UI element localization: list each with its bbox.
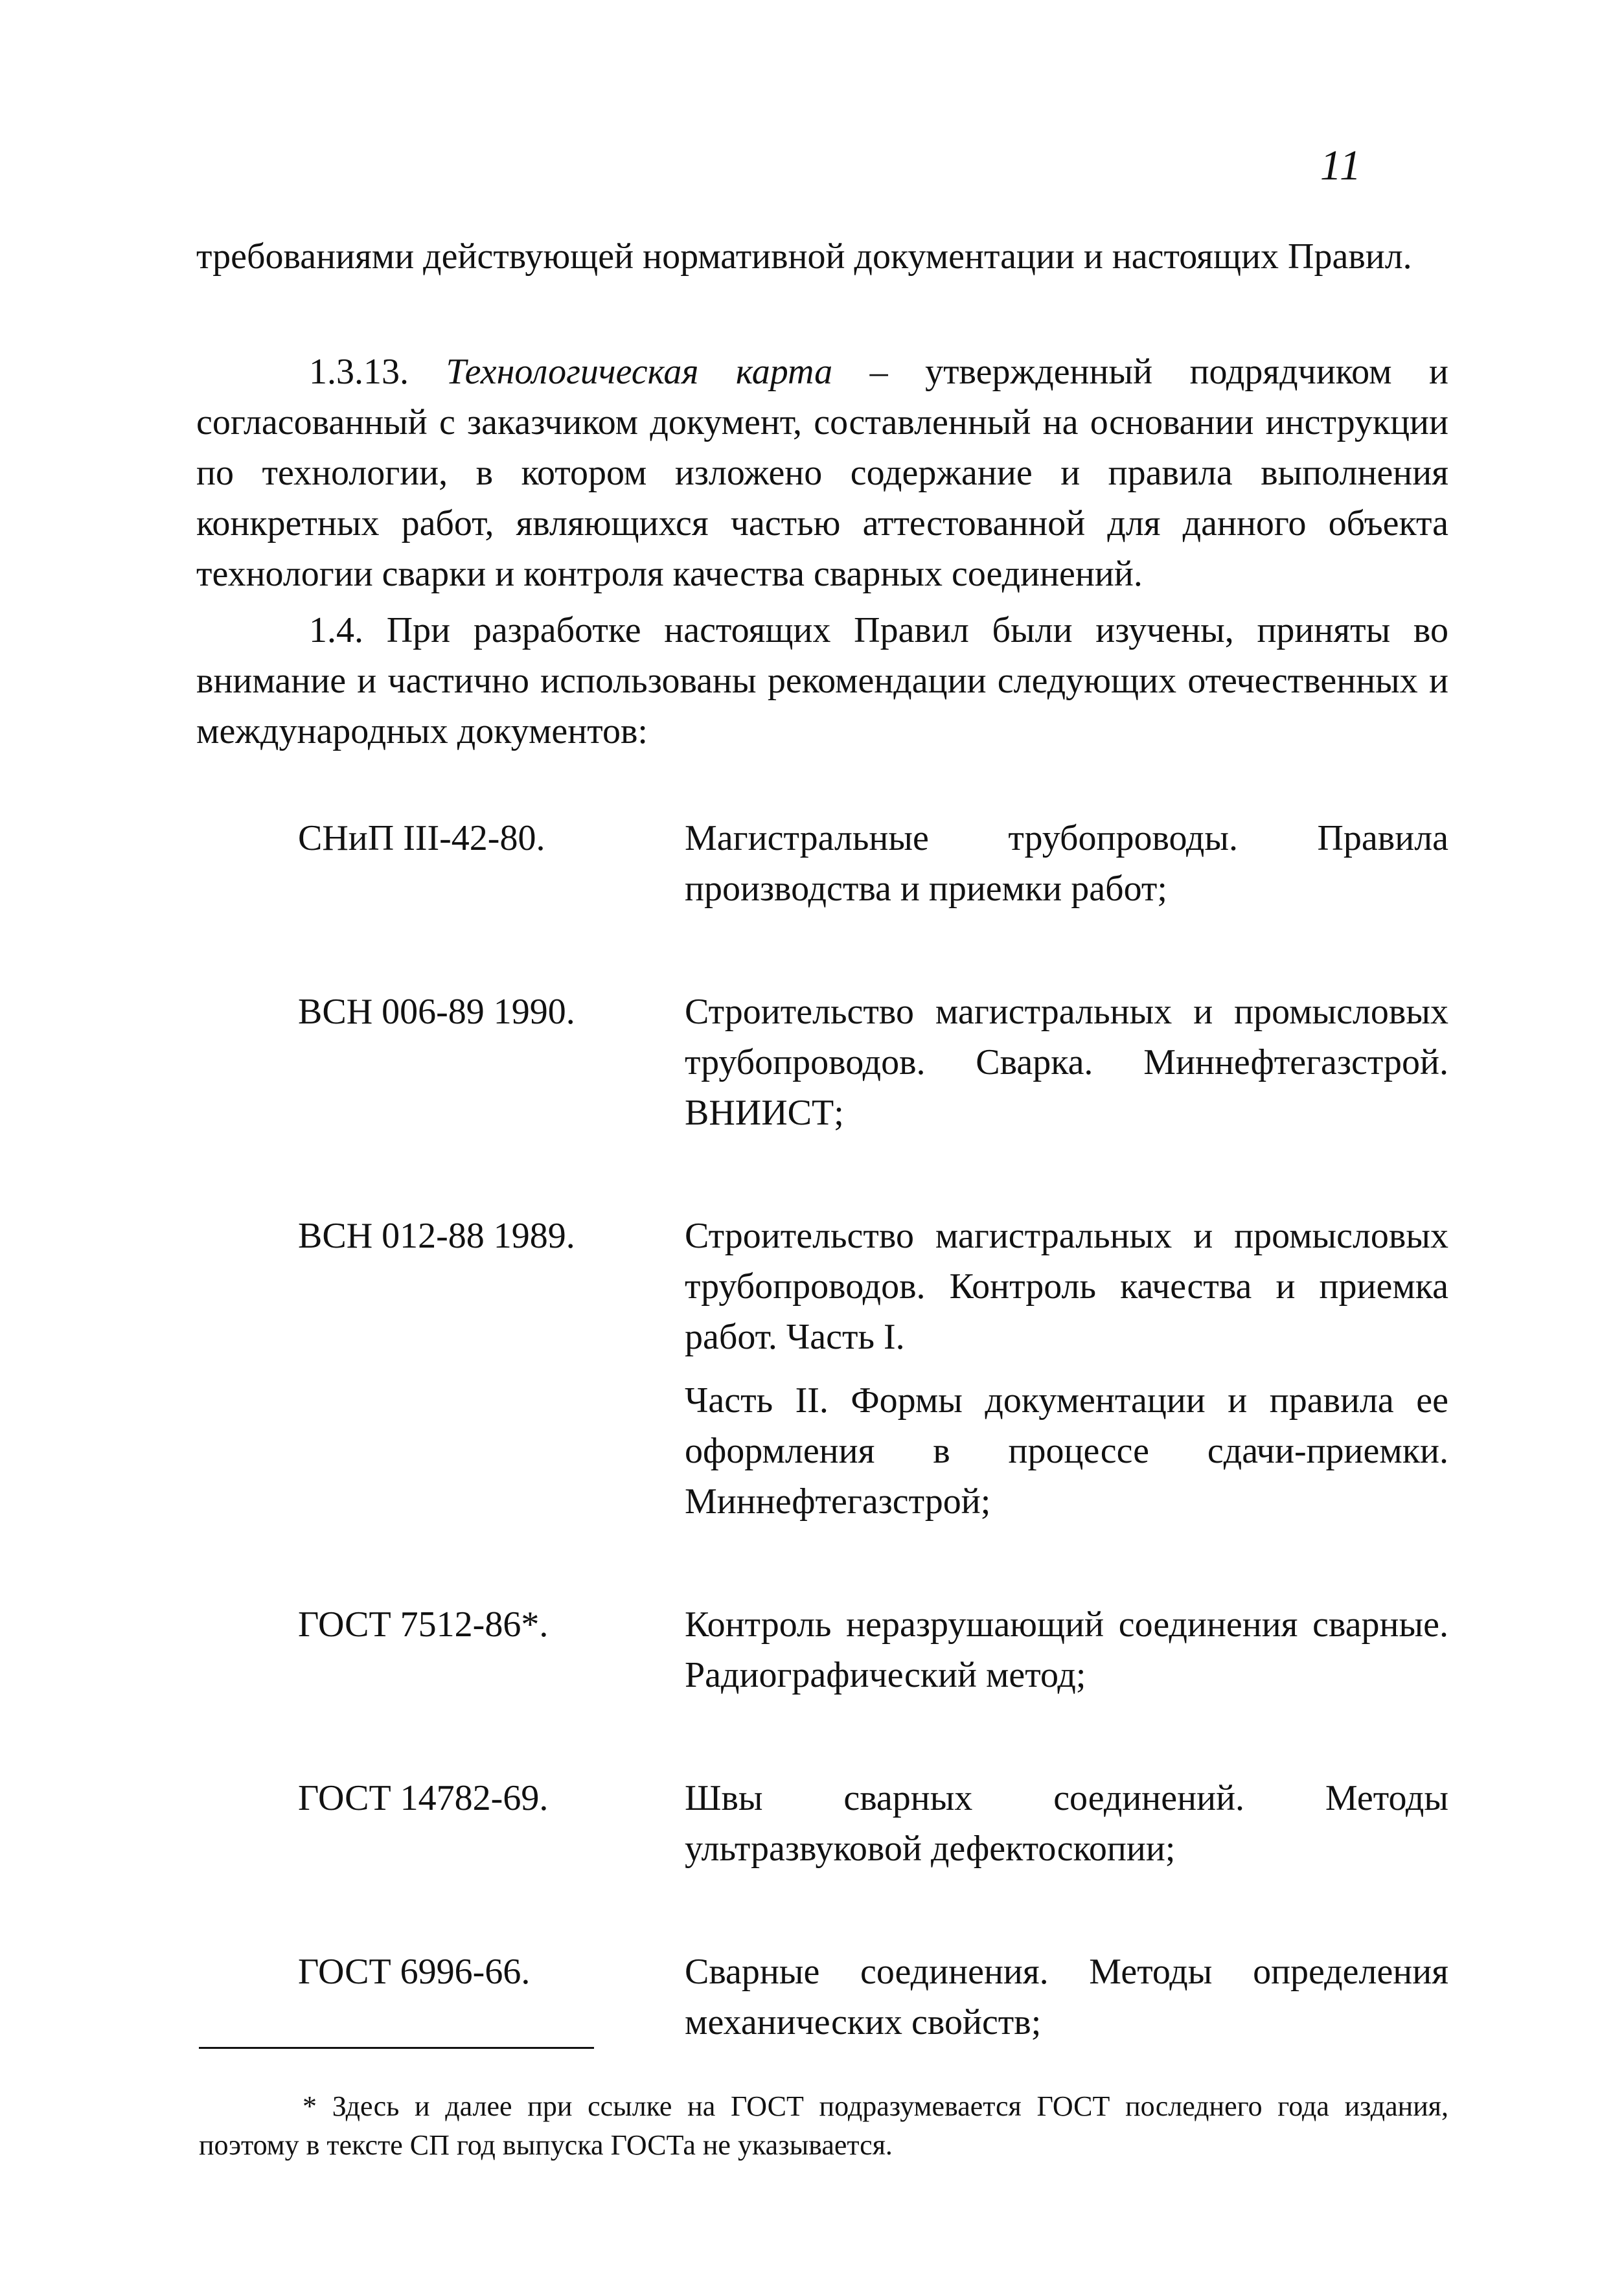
reference-description (685, 1599, 1448, 1700)
reference-code: ГОСТ 6996-66. (298, 1952, 531, 1992)
reference-description (685, 987, 1448, 1138)
reference-item (298, 1599, 1448, 1700)
paragraph-continuation (196, 231, 1448, 282)
reference-description (685, 1773, 1448, 1874)
paragraph-continuation-text: требованиями действующей нормативной документации и настоящих Правил. (196, 236, 1412, 277)
reference-code: ГОСТ 14782-69. (298, 1778, 549, 1818)
reference-code: СНиП III-42-80. (298, 818, 545, 858)
page-number: 11 (1320, 142, 1362, 189)
reference-code: ГОСТ 7512-86*. (298, 1605, 549, 1645)
reference-description-text: Сварные соединения. Методы определения механических свойств; (685, 1952, 1448, 2042)
reference-description-text: Контроль неразрушающий соединения сварные. Радиографический метод; (685, 1605, 1448, 1695)
reference-description (685, 813, 1448, 914)
paragraph-1-3-13-text: – утвержденный подрядчиком и согласованный с заказчиком документ, составленный на основании инструкции по технологии, в котором изложено содержание и правила выполнения конкретных работ, являющихся частью аттестованной для данного объекта технологии сварки и контроля качества сварных соединений. (196, 352, 1448, 594)
paragraph-1-4 (196, 605, 1448, 757)
reference-description-text: Строительство магистральных и промысловых трубопроводов. Контроль качества и приемка работ. Часть I. (685, 1216, 1448, 1357)
footnote (199, 2087, 1448, 2165)
footnote-divider (199, 2047, 594, 2049)
reference-item (298, 1211, 1448, 1527)
reference-description (685, 1211, 1448, 1527)
reference-description-text: Часть II. Формы документации и правила ее оформления в процессе сдачи-приемки. Миннефтегазстрой; (685, 1380, 1448, 1522)
reference-item (298, 813, 1448, 914)
reference-description (685, 1947, 1448, 2048)
reference-list (298, 813, 1448, 2120)
reference-code: ВСН 006-89 1990. (298, 992, 575, 1032)
reference-item (298, 987, 1448, 1138)
reference-code: ВСН 012-88 1989. (298, 1216, 575, 1256)
reference-description-text: Строительство магистральных и промысловых трубопроводов. Сварка. Миннефтегазстрой. ВНИИСТ; (685, 992, 1448, 1133)
reference-item (298, 1773, 1448, 1874)
reference-description-text: Швы сварных соединений. Методы ультразвуковой дефектоскопии; (685, 1778, 1448, 1869)
paragraph-1-3-13-number: 1.3.13. (309, 352, 409, 392)
reference-item (298, 1947, 1448, 2048)
term-technological-map: Технологическая карта (446, 352, 833, 392)
paragraph-1-4-text: 1.4. При разработке настоящих Правил были изучены, приняты во внимание и частично использованы рекомендации следующих отечественных и международных документов: (196, 610, 1448, 751)
paragraph-1-3-13 (196, 347, 1448, 599)
footnote-text: * Здесь и далее при ссылке на ГОСТ подразумевается ГОСТ последнего года издания, поэтому в тексте СП год выпуска ГОСТа не указывается. (199, 2090, 1448, 2161)
reference-description-text: Магистральные трубопроводы. Правила производства и приемки работ; (685, 818, 1448, 909)
